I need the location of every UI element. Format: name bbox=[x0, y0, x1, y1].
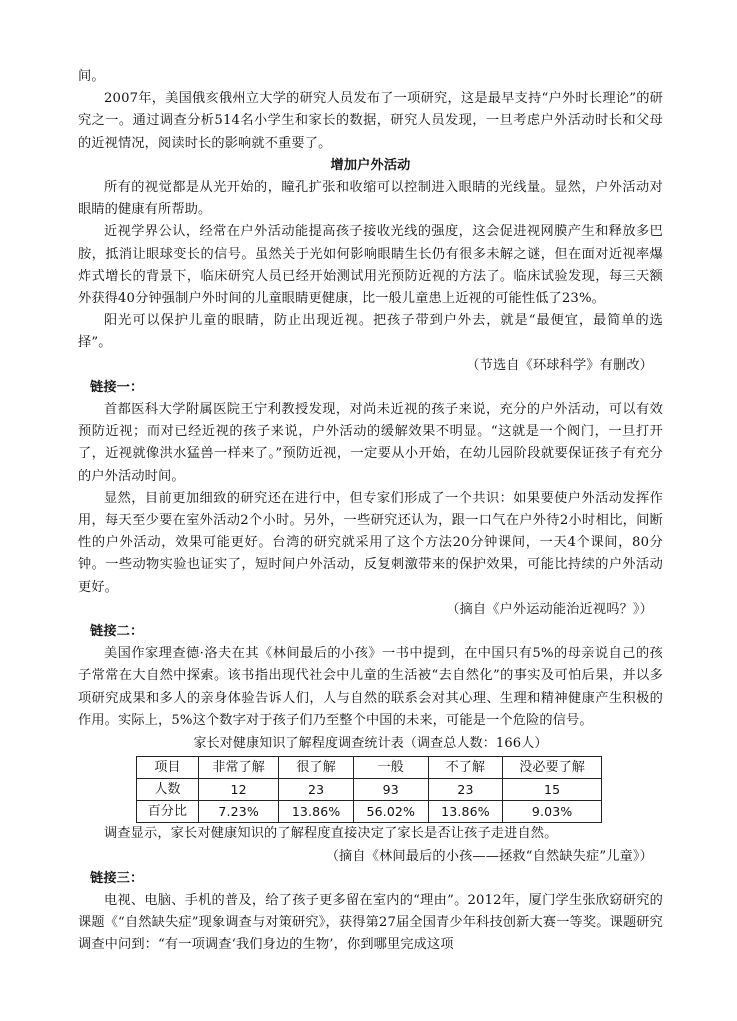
table-cell: 23 bbox=[279, 779, 354, 801]
table-cell: 15 bbox=[503, 779, 602, 801]
table-cell: 9.03% bbox=[503, 801, 602, 823]
table-cell: 百分比 bbox=[137, 801, 199, 823]
table-cell: 12 bbox=[198, 779, 278, 801]
survey-table bbox=[136, 756, 602, 823]
table-row-count bbox=[137, 779, 602, 801]
paragraph-dopamine: 近视学界公认，经常在户外活动能提高孩子接收光线的强度，这会促进视网膜产生和释放多巴胺，抵消让眼球变长的信号。虽然关于光如何影响眼睛生长仍有很多未解之谜，但在面对近视率爆炸式增长的背景下，临床研究人员已经开始测试用光预防近视的方法了。临床试验发现，每三天额外获得40分钟强制户外时间的儿童眼睛更健康，比一般儿童患上近视的可能性低了23%。 bbox=[78, 224, 663, 307]
table-cell: 7.23% bbox=[198, 801, 278, 823]
table-cell: 13.86% bbox=[279, 801, 354, 823]
link-three-label: 链接三： bbox=[90, 870, 144, 886]
table-row-percent bbox=[137, 801, 602, 823]
link-two-paragraph: 美国作家理查德·洛夫在其《林间最后的小孩》一书中提到，在中国只有5%的母亲说自己的孩子常常在大自然中探索。该书指出现代社会中儿童的生活被“去自然化”的事实及可怕后果，并以多项研究成果和多人的亲身体验告诉人们，人与自然的联系会对其心理、生理和精神健康产生积极的作用。实际上，5%这个数字对于孩子们乃至整个中国的未来，可能是一个危险的信号。 bbox=[78, 646, 663, 728]
table-cell: 一般 bbox=[353, 757, 428, 779]
link-one-label: 链接一： bbox=[90, 379, 144, 395]
link-three-paragraph: 电视、电脑、手机的普及，给了孩子更多留在室内的“理由”。2012年，厦门学生张欣窈研究的课题《“自然缺失症”现象调查与对策研究》，获得第27届全国青少年科技创新大赛一等奖。课题研究调查中问到：“有一项调查‘我们身边的生物’，你到哪里完成这项 bbox=[78, 892, 663, 953]
link-one-paragraph-2: 显然，目前更加细致的研究还在进行中，但专家们形成了一个共识：如果要使户外活动发挥作用，每天至少要在室外活动2个小时。另外，一些研究还认为，跟一口气在户外待2小时相比，间断性的户外活动，效果可能更好。台湾的研究就采用了这个方法20分钟课间，一天4个课间，80分钟。一些动物实验也证实了，短时间户外活动，反复刺激带来的保护效果，可能比持续的户外活动更好。 bbox=[78, 490, 663, 595]
source-citation-1: （节选自《环球科学》有删改） bbox=[466, 357, 653, 373]
table-cell: 不了解 bbox=[428, 757, 503, 779]
table-cell: 很了解 bbox=[279, 757, 354, 779]
table-cell: 56.02% bbox=[353, 801, 428, 823]
source-citation-3: （摘自《林间最后的小孩——拯救“自然缺失症”儿童》） bbox=[325, 848, 653, 864]
table-caption: 家长对健康知识了解程度调查统计表（调查总人数：166人） bbox=[193, 736, 548, 752]
link-one-paragraph-1: 首都医科大学附属医院王宁利教授发现，对尚未近视的孩子来说，充分的户外活动，可以有效预防近视；而对已经近视的孩子来说，户外活动的缓解效果不明显。“这就是一个阀门，一旦打开了，近视就像洪水猛兽一样来了。”预防近视，一定要从小开始，在幼儿园阶段就要保证孩子有充分的户外活动时间。 bbox=[78, 402, 663, 484]
document-page bbox=[78, 66, 663, 957]
table-cell: 人数 bbox=[137, 779, 199, 801]
table-cell: 项目 bbox=[137, 757, 199, 779]
paragraph-continuation: 间。 bbox=[78, 69, 105, 84]
link-two-label: 链接二： bbox=[90, 624, 144, 640]
table-conclusion: 调查显示，家长对健康知识的了解程度直接决定了家长是否让孩子走进自然。 bbox=[104, 826, 558, 842]
table-cell: 23 bbox=[428, 779, 503, 801]
section-heading: 增加户外活动 bbox=[330, 157, 411, 173]
table-header-row bbox=[137, 757, 602, 779]
table-cell: 93 bbox=[353, 779, 428, 801]
paragraph-study-2007: 2007年，美国俄亥俄州立大学的研究人员发布了一项研究，这是最早支持“户外时长理论”的研究之一。通过调查分析514名小学生和家长的数据，研究人员发现，一旦考虑户外活动时长和父母的近视情况，阅读时长的影响就不重要了。 bbox=[78, 91, 663, 151]
table-cell: 非常了解 bbox=[198, 757, 278, 779]
table-cell: 13.86% bbox=[428, 801, 503, 823]
paragraph-vision-light: 所有的视觉都是从光开始的，瞳孔扩张和收缩可以控制进入眼睛的光线量。显然，户外活动对眼睛的健康有所帮助。 bbox=[78, 180, 663, 218]
source-citation-2: （摘自《户外运动能治近视吗？》） bbox=[446, 601, 653, 617]
paragraph-sunlight: 阳光可以保护儿童的眼睛，防止出现近视。把孩子带到户外去，就是“最便宜，最简单的选择”。 bbox=[78, 313, 663, 351]
table-cell: 没必要了解 bbox=[503, 757, 602, 779]
